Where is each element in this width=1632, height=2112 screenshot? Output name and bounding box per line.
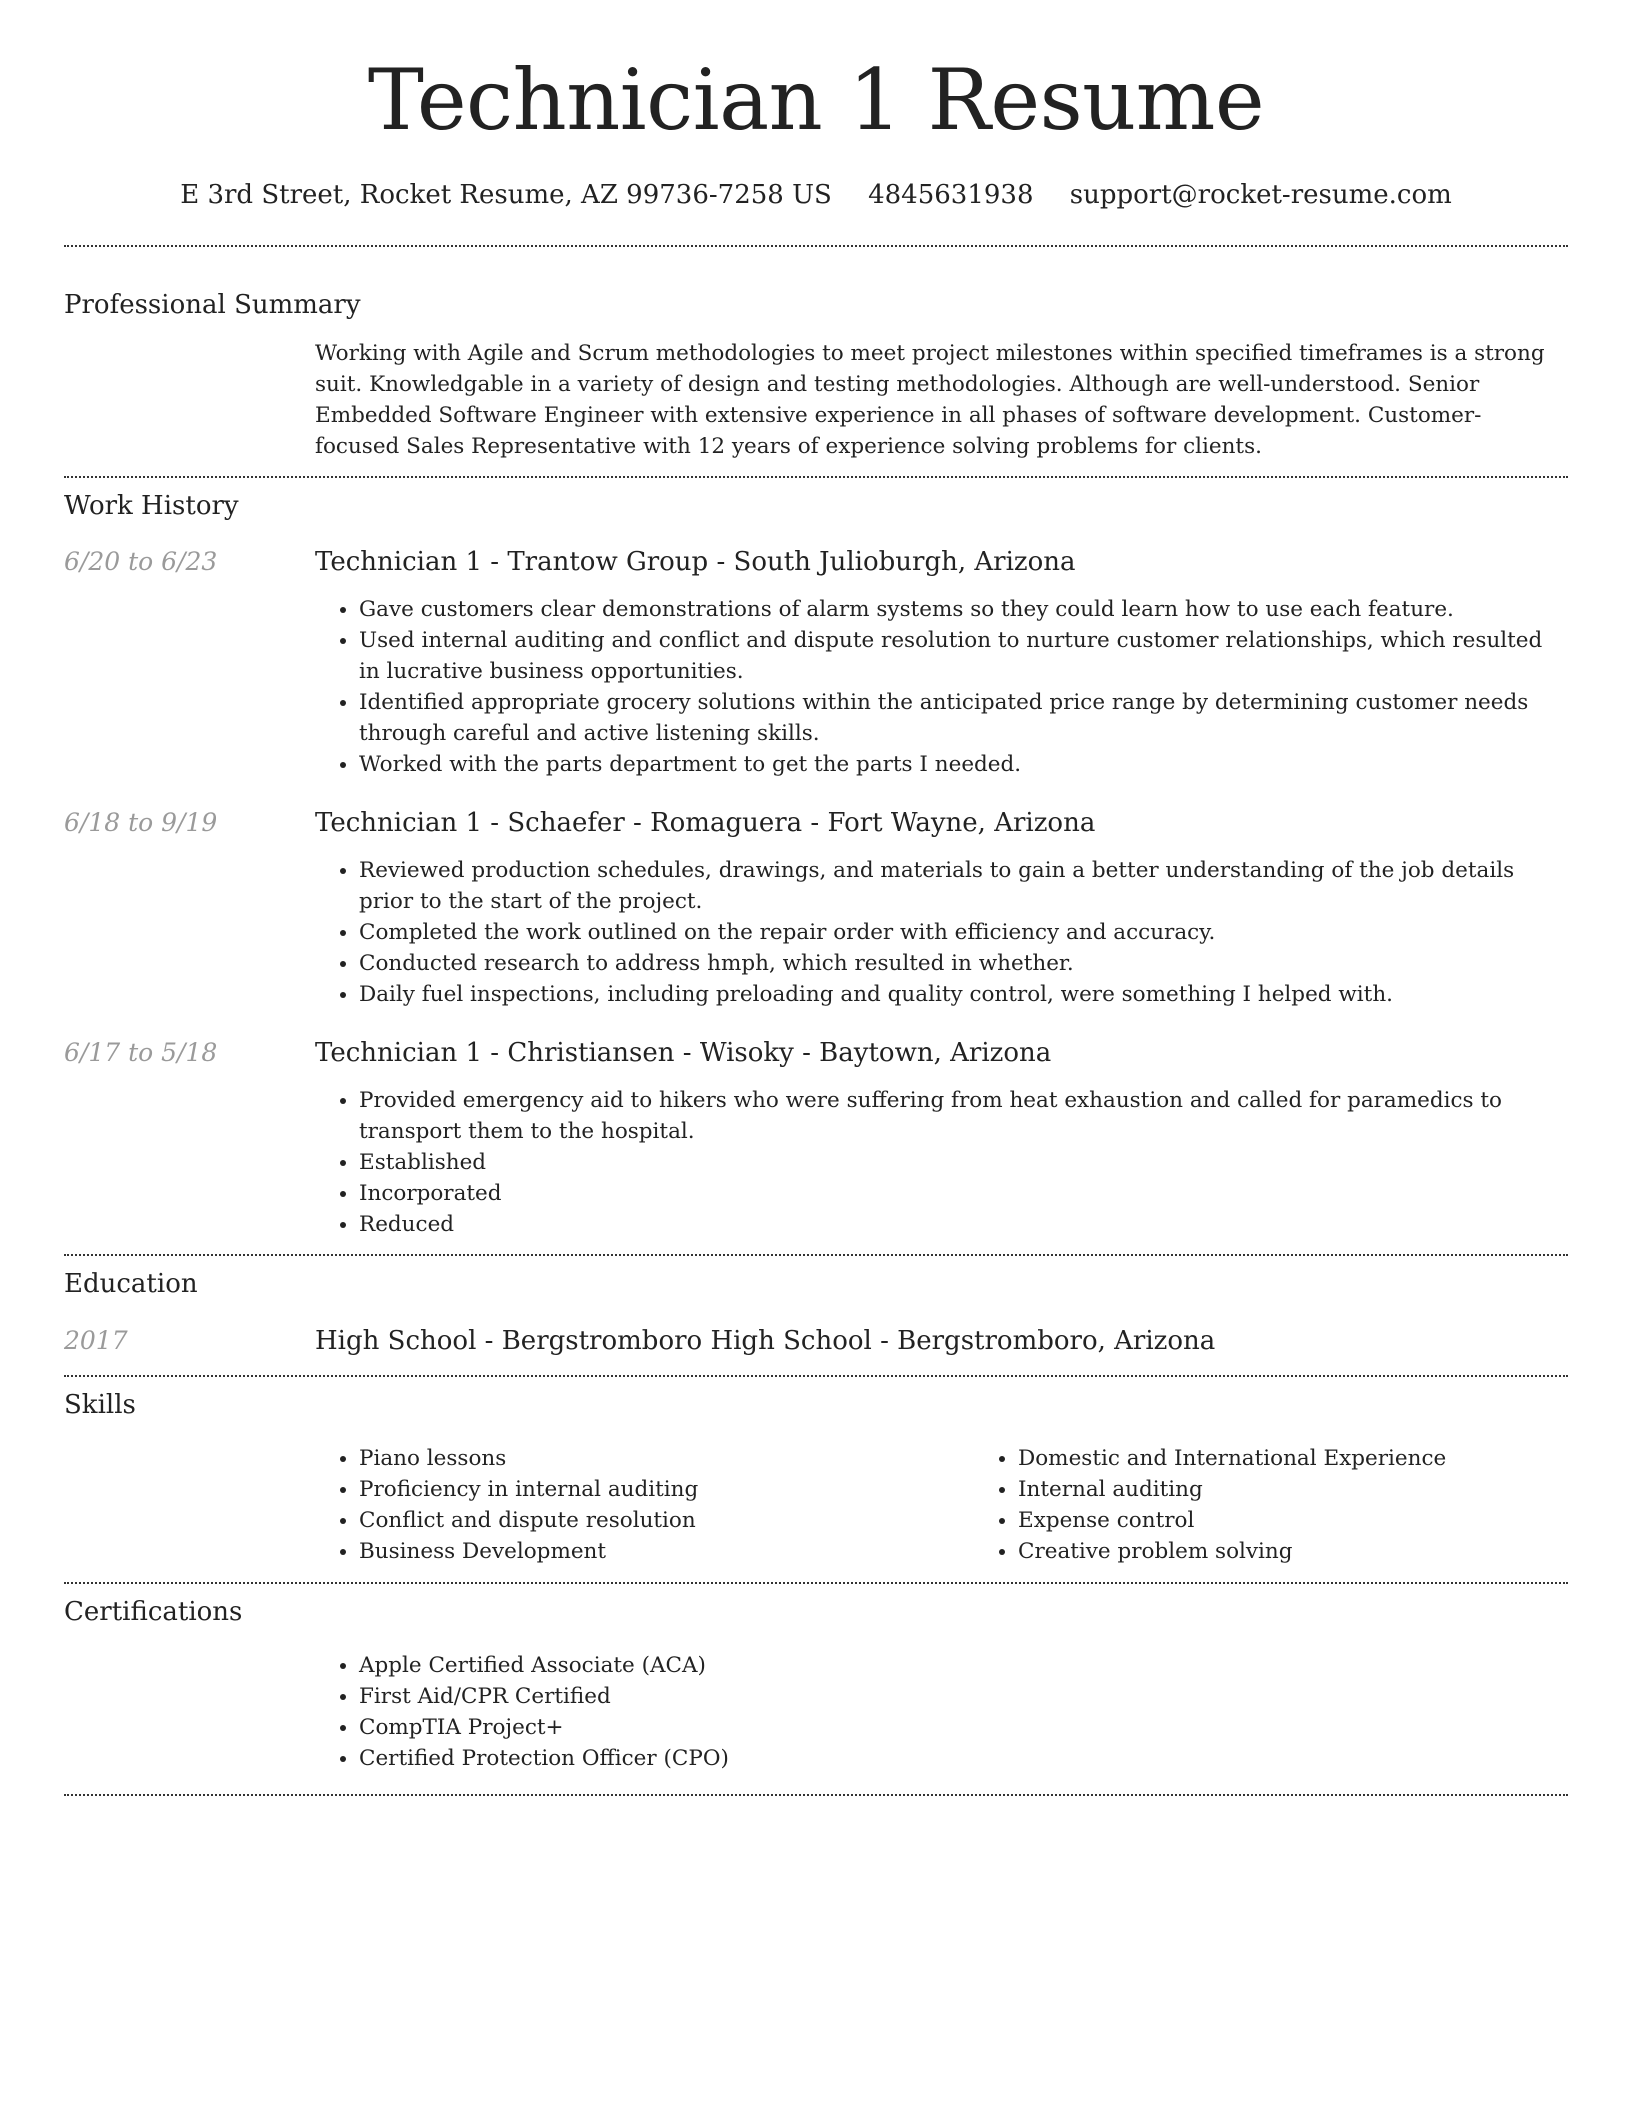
education-section — [64, 1267, 1568, 1358]
job-dates: 6/20 to 6/23 — [64, 547, 218, 576]
list-item: • Conflict and dispute resolution — [359, 1505, 974, 1536]
divider — [64, 1794, 1568, 1796]
list-item: • Provided emergency aid to hikers who were suffering from heat exhaustion and called for paramedics to transport them to the hospital. — [359, 1085, 1568, 1147]
divider — [64, 1375, 1568, 1377]
education-entry — [315, 1324, 1568, 1358]
education-school: - Bergstromboro High School - Bergstromboro, Arizona — [476, 1326, 1216, 1356]
job-bullets — [315, 594, 1568, 780]
skills-heading: Skills — [64, 1390, 136, 1420]
summary-text: Working with Agile and Scrum methodologies to meet project milestones within specified timeframes is a strong suit. Knowledgable in a variety of design and testing methodologies. Although are well-understood. Senior Embedded Software Engineer with extensive experience in all phases of software development. Customer-focused Sales Representative with 12 years of experience solving problems for clients. — [315, 341, 1545, 459]
contact-address: E 3rd Street, Rocket Resume, AZ 99736-7258 US — [180, 180, 832, 210]
list-item: • Piano lessons — [359, 1443, 974, 1474]
list-item: • Internal auditing — [1018, 1474, 1632, 1505]
skills-list-left — [315, 1443, 974, 1567]
list-item: • First Aid/CPR Certified — [359, 1681, 1568, 1712]
certifications-section — [64, 1595, 1568, 1774]
list-item: • Proficiency in internal auditing — [359, 1474, 974, 1505]
list-item: • Gave customers clear demonstrations of alarm systems so they could learn how to use each feature. — [359, 594, 1568, 625]
list-item: • Apple Certified Associate (ACA) — [359, 1650, 1568, 1681]
education-degree: High School — [315, 1326, 477, 1356]
certifications-list — [315, 1650, 1568, 1774]
resume-title: Technician 1 Resume — [367, 51, 1265, 149]
job-title: Technician 1 - Schaefer - Romaguera - Fort Wayne, Arizona — [315, 808, 1096, 838]
summary-heading: Professional Summary — [64, 290, 361, 320]
job-title: Technician 1 - Christiansen - Wisoky - Baytown, Arizona — [315, 1038, 1052, 1068]
list-item: • Conducted research to address hmph, which resulted in whether. — [359, 948, 1568, 979]
job-bullets — [315, 1085, 1568, 1240]
list-item: • Daily fuel inspections, including preloading and quality control, were something I helped with. — [359, 979, 1568, 1010]
list-item: • Certified Protection Officer (CPO) — [359, 1743, 1568, 1774]
job-entry — [64, 1036, 1568, 1240]
job-dates: 6/18 to 9/19 — [64, 808, 218, 837]
skills-list-right — [974, 1443, 1632, 1567]
contact-phone: 4845631938 — [868, 180, 1034, 210]
education-heading: Education — [64, 1269, 198, 1299]
job-bullets — [315, 855, 1568, 1010]
list-item: • Reduced — [359, 1209, 1568, 1240]
contact-email: support@rocket-resume.com — [1069, 180, 1452, 210]
skills-section — [64, 1388, 1568, 1567]
divider — [64, 1254, 1568, 1256]
job-entry — [64, 545, 1568, 780]
divider — [64, 1582, 1568, 1584]
certifications-heading: Certifications — [64, 1597, 243, 1627]
list-item: • Incorporated — [359, 1178, 1568, 1209]
list-item: • Expense control — [1018, 1505, 1632, 1536]
contact-line — [64, 180, 1568, 210]
education-year: 2017 — [64, 1326, 128, 1355]
job-title: Technician 1 - Trantow Group - South Julioburgh, Arizona — [315, 547, 1076, 577]
list-item: • Domestic and International Experience — [1018, 1443, 1632, 1474]
list-item: • Worked with the parts department to get the parts I needed. — [359, 749, 1568, 780]
list-item: • Creative problem solving — [1018, 1536, 1632, 1567]
list-item: • Completed the work outlined on the repair order with efficiency and accuracy. — [359, 917, 1568, 948]
work-history-section — [64, 489, 1568, 1240]
summary-section — [64, 288, 1568, 462]
list-item: • Business Development — [359, 1536, 974, 1567]
job-dates: 6/17 to 5/18 — [64, 1038, 218, 1067]
list-item: • Reviewed production schedules, drawings, and materials to gain a better understanding of the job details prior to the start of the project. — [359, 855, 1568, 917]
list-item: • Used internal auditing and conflict and dispute resolution to nurture customer relationships, which resulted in lucrative business opportunities. — [359, 625, 1568, 687]
job-entry — [64, 806, 1568, 1010]
list-item: • Identified appropriate grocery solutions within the anticipated price range by determining customer needs through careful and active listening skills. — [359, 687, 1568, 749]
divider — [64, 245, 1568, 247]
list-item: • Established — [359, 1147, 1568, 1178]
list-item: • CompTIA Project+ — [359, 1712, 1568, 1743]
work-history-heading: Work History — [64, 491, 239, 521]
divider — [64, 476, 1568, 478]
